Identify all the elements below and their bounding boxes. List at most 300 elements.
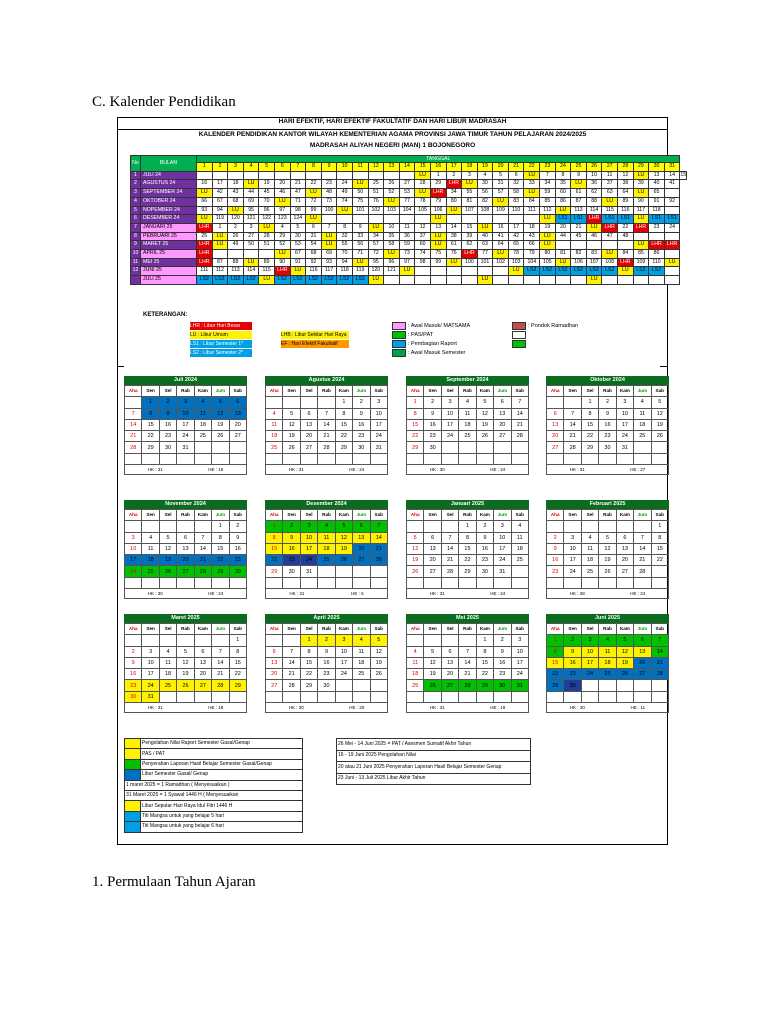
day-cell: 7 <box>125 408 142 419</box>
note-text: Pengolahan Nilai Raport Semester Gasal/Genap <box>141 739 303 749</box>
day-cell: 5 <box>599 532 616 543</box>
day-cell: 12 <box>476 408 493 419</box>
grid-cell: 98 <box>290 206 306 215</box>
grid-cell: 53 <box>290 241 306 250</box>
grid-month-name: DESEMBER 24 <box>141 215 197 224</box>
day-cell: 24 <box>177 431 194 442</box>
grid-cell: 117 <box>321 267 337 276</box>
weekday-label: Jum <box>494 624 511 635</box>
day-cell: 18 <box>318 543 335 554</box>
month-footer <box>546 465 669 475</box>
day-cell: 20 <box>424 555 441 566</box>
day-cell: 26 <box>159 566 176 577</box>
day-cell: 3 <box>300 521 317 532</box>
grid-cell: 107 <box>462 206 478 215</box>
note-row <box>125 790 303 800</box>
month-calendar <box>124 500 247 599</box>
day-cell: 6 <box>229 397 246 408</box>
day-cell: 1 <box>547 635 564 646</box>
day-cell <box>142 577 159 588</box>
grid-day-number: 26 <box>586 163 602 172</box>
day-cell <box>159 521 176 532</box>
grid-cell: 121 <box>243 215 259 224</box>
day-cell <box>634 521 651 532</box>
day-cell: 9 <box>599 408 616 419</box>
month-calendar <box>265 614 388 713</box>
day-cell: 12 <box>159 543 176 554</box>
grid-row <box>131 171 687 180</box>
legend-item <box>190 340 252 348</box>
day-cell <box>283 397 300 408</box>
day-cell: 14 <box>370 532 387 543</box>
grid-cell: 119 <box>352 267 368 276</box>
day-cell: 8 <box>266 532 283 543</box>
grid-cell: 25 <box>197 232 213 241</box>
day-cell <box>581 521 598 532</box>
day-cell: 16 <box>125 669 142 680</box>
day-cell: 2 <box>424 397 441 408</box>
day-cell <box>547 453 564 464</box>
day-cell: 9 <box>125 657 142 668</box>
day-cell <box>424 577 441 588</box>
day-cell: 19 <box>424 669 441 680</box>
day-cell <box>564 397 581 408</box>
grid-cell <box>197 171 213 180</box>
weekday-label: Aha <box>266 510 283 521</box>
day-cell: 21 <box>194 555 211 566</box>
day-cell: 20 <box>494 419 511 430</box>
day-cell: 30 <box>283 566 300 577</box>
day-cell: 27 <box>441 680 458 691</box>
grid-cell <box>524 215 540 224</box>
weekday-label: Sel <box>441 624 458 635</box>
day-cell: 27 <box>266 680 283 691</box>
day-cell <box>651 691 668 702</box>
weekday-label: Aha <box>407 624 424 635</box>
grid-cell: 56 <box>352 241 368 250</box>
grid-cell: LHR <box>633 223 649 232</box>
day-cell <box>424 635 441 646</box>
weekday-label: Sab <box>511 510 528 521</box>
day-cell <box>229 442 246 453</box>
day-cell: 27 <box>494 431 511 442</box>
day-cell: 2 <box>229 521 246 532</box>
day-cell <box>177 635 194 646</box>
day-cell <box>229 577 246 588</box>
day-cell: 25 <box>634 431 651 442</box>
day-cell: 16 <box>353 419 370 430</box>
grid-cell: LS1 <box>664 215 680 224</box>
legend-text: : Pondok Ramadhan <box>528 323 579 329</box>
day-cell: 20 <box>177 555 194 566</box>
note-text: 1 maret 2025 = 1 Ramadhan ( Menyesuaikan ) <box>125 780 303 790</box>
day-cell <box>441 691 458 702</box>
day-cell: 10 <box>616 408 633 419</box>
day-cell <box>335 680 352 691</box>
grid-cell: LHR <box>664 241 680 250</box>
day-cell <box>194 453 211 464</box>
note-row <box>125 739 303 749</box>
day-cell: 22 <box>651 555 668 566</box>
day-cell: 25 <box>318 555 335 566</box>
grid-cell: 91 <box>290 258 306 267</box>
day-cell: 28 <box>511 431 528 442</box>
day-cell <box>125 453 142 464</box>
day-cell: 12 <box>177 657 194 668</box>
grid-cell: 31 <box>306 232 322 241</box>
grid-day-number: 27 <box>602 163 618 172</box>
day-cell: 23 <box>494 669 511 680</box>
day-cell: 14 <box>283 657 300 668</box>
day-cell: 14 <box>511 408 528 419</box>
note-text: Libur Semester Gasal/ Genap <box>141 770 303 780</box>
note-text: 23 Juni - 13 Juli 2025 Libur Akhir Tahun <box>337 773 531 785</box>
grid-cell: LU <box>384 250 400 259</box>
day-cell: 15 <box>229 657 246 668</box>
day-cell: 23 <box>283 555 300 566</box>
grid-cell: 70 <box>337 250 353 259</box>
grid-cell: 68 <box>228 197 244 206</box>
day-cell: 8 <box>407 408 424 419</box>
grid-cell: 46 <box>274 189 290 198</box>
grid-cell: 115 <box>259 267 275 276</box>
grid-cell: 85 <box>540 197 556 206</box>
weekday-label: Sab <box>511 624 528 635</box>
grid-cell: 52 <box>384 189 400 198</box>
grid-cell: 66 <box>197 197 213 206</box>
day-cell: 4 <box>581 532 598 543</box>
weekday-label: Sab <box>511 386 528 397</box>
day-cell: 24 <box>581 669 598 680</box>
month-title: Februari 2025 <box>546 500 669 509</box>
grid-cell: 4 <box>274 223 290 232</box>
month-footer <box>406 465 529 475</box>
grid-month-name: AGUSTUS 24 <box>141 180 197 189</box>
grid-cell: 47 <box>290 189 306 198</box>
day-cell <box>547 397 564 408</box>
grid-cell: LU <box>555 258 571 267</box>
grid-row-number: 10 <box>131 250 141 259</box>
note-row <box>125 780 303 790</box>
grid-cell: 74 <box>337 197 353 206</box>
day-cell: 12 <box>424 657 441 668</box>
day-cell: 11 <box>511 532 528 543</box>
day-cell <box>407 521 424 532</box>
day-cell: 11 <box>581 543 598 554</box>
day-cell: 23 <box>353 431 370 442</box>
day-cell <box>159 635 176 646</box>
grid-cell: 54 <box>306 241 322 250</box>
grid-cell: 57 <box>368 241 384 250</box>
day-cell: 8 <box>476 646 493 657</box>
note-swatch <box>125 822 141 832</box>
day-cell: 23 <box>125 680 142 691</box>
weekday-label: Sel <box>159 386 176 397</box>
grid-cell: 98 <box>415 258 431 267</box>
day-cell: 19 <box>370 657 387 668</box>
day-cell <box>476 577 493 588</box>
grid-day-number: 28 <box>618 163 634 172</box>
school-name: MADRASAH ALIYAH NEGERI (MAN) 1 BOJONEGORO <box>309 142 476 149</box>
month-footer <box>546 703 669 713</box>
month-title: Maret 2025 <box>124 614 247 623</box>
grid-cell: 73 <box>399 250 415 259</box>
legend-text: : Libur Sekitar Hari Raya <box>292 332 347 338</box>
grid-cell: 18 <box>524 223 540 232</box>
legend-swatch <box>392 331 406 339</box>
day-cell: 29 <box>581 442 598 453</box>
day-cell: 30 <box>476 566 493 577</box>
day-cell <box>407 691 424 702</box>
grid-cell <box>352 215 368 224</box>
grid-cell: 104 <box>524 258 540 267</box>
day-cell: 15 <box>581 419 598 430</box>
day-cell: 2 <box>125 646 142 657</box>
day-cell <box>494 442 511 453</box>
day-cell: 23 <box>476 555 493 566</box>
weekday-label: Rab <box>318 624 335 635</box>
day-cell: 14 <box>125 419 142 430</box>
day-cell: 4 <box>353 635 370 646</box>
grid-row <box>131 215 687 224</box>
grid-cell: LS2 <box>306 276 322 285</box>
day-cell: 9 <box>476 532 493 543</box>
legend-code: LU <box>190 332 198 338</box>
day-cell: 1 <box>459 521 476 532</box>
grid-cell: 100 <box>321 206 337 215</box>
day-cell <box>194 442 211 453</box>
weekday-label: Sen <box>283 510 300 521</box>
legend-item <box>281 340 349 348</box>
day-cell: 24 <box>142 680 159 691</box>
weekday-label: Jum <box>634 510 651 521</box>
day-cell: 25 <box>407 680 424 691</box>
day-cell <box>616 521 633 532</box>
day-cell: 1 <box>266 521 283 532</box>
grid-row <box>131 206 687 215</box>
grid-row <box>131 258 687 267</box>
month-he: HE : 15 <box>208 467 224 473</box>
grid-cell: 69 <box>321 250 337 259</box>
day-cell: 9 <box>424 408 441 419</box>
day-cell: 7 <box>459 646 476 657</box>
grid-cell: 34 <box>540 180 556 189</box>
grid-cell <box>649 276 665 285</box>
month-footer <box>124 465 247 475</box>
day-cell <box>424 691 441 702</box>
grid-month-header: BULAN <box>141 156 197 172</box>
grid-cell: 112 <box>212 267 228 276</box>
day-cell: 8 <box>459 532 476 543</box>
day-cell: 17 <box>494 543 511 554</box>
day-cell: 25 <box>159 680 176 691</box>
grid-cell: 88 <box>228 258 244 267</box>
day-cell: 26 <box>335 555 352 566</box>
month-title: Juni 2025 <box>546 614 669 623</box>
grid-cell: 95 <box>368 258 384 267</box>
grid-cell <box>555 276 571 285</box>
legend-text: : PAS/PAT <box>408 332 434 338</box>
day-cell: 22 <box>581 431 598 442</box>
day-cell: 20 <box>229 419 246 430</box>
grid-cell: 12 <box>415 223 431 232</box>
day-cell <box>511 566 528 577</box>
grid-cell: 75 <box>430 250 446 259</box>
day-cell: 21 <box>318 431 335 442</box>
day-cell: 24 <box>511 669 528 680</box>
day-cell: 9 <box>229 532 246 543</box>
grid-month-name: APRIL 25 <box>141 250 197 259</box>
day-cell: 18 <box>599 657 616 668</box>
day-cell: 15 <box>266 543 283 554</box>
day-cell: 31 <box>142 691 159 702</box>
day-cell: 9 <box>547 543 564 554</box>
grid-cell: 87 <box>571 197 587 206</box>
grid-cell: LS2 <box>243 276 259 285</box>
month-calendar <box>124 376 247 475</box>
day-cell <box>459 453 476 464</box>
day-cell: 15 <box>212 543 229 554</box>
grid-cell: 63 <box>602 189 618 198</box>
day-cell: 29 <box>142 442 159 453</box>
day-cell <box>441 442 458 453</box>
day-cell <box>212 442 229 453</box>
grid-cell: 62 <box>586 189 602 198</box>
day-cell: 30 <box>318 680 335 691</box>
grid-cell: LU <box>602 197 618 206</box>
day-cell: 25 <box>581 566 598 577</box>
grid-cell: 6 <box>508 171 524 180</box>
grid-cell: 61 <box>446 241 462 250</box>
weekday-label: Sab <box>370 386 387 397</box>
grid-row-number: 3 <box>131 189 141 198</box>
day-cell: 26 <box>616 669 633 680</box>
weekday-label: Rab <box>177 624 194 635</box>
weekday-label: Rab <box>599 624 616 635</box>
grid-cell: LHR <box>197 250 213 259</box>
day-cell <box>142 453 159 464</box>
weekday-label: Sen <box>424 386 441 397</box>
day-cell <box>266 635 283 646</box>
day-cell: 4 <box>159 646 176 657</box>
day-cell: 27 <box>229 431 246 442</box>
grid-cell: 2 <box>228 223 244 232</box>
legend-code: LHB <box>281 332 293 338</box>
grid-cell <box>384 276 400 285</box>
grid-cell <box>633 276 649 285</box>
grid-cell: 101 <box>352 206 368 215</box>
day-cell: 30 <box>159 442 176 453</box>
day-cell: 3 <box>370 397 387 408</box>
legend-swatch <box>392 349 406 357</box>
weekday-label: Aha <box>125 624 142 635</box>
grid-cell: LU <box>212 232 228 241</box>
grid-cell: LHR <box>602 223 618 232</box>
grid-cell: 75 <box>352 197 368 206</box>
grid-cell: LU <box>243 258 259 267</box>
grid-cell: LU <box>524 171 540 180</box>
day-cell: 21 <box>459 669 476 680</box>
grid-cell <box>306 171 322 180</box>
month-calendar <box>265 376 388 475</box>
grid-cell: 79 <box>430 197 446 206</box>
day-cell: 4 <box>266 408 283 419</box>
day-cell <box>547 691 564 702</box>
day-cell <box>335 566 352 577</box>
day-cell: 24 <box>370 431 387 442</box>
day-cell: 19 <box>212 419 229 430</box>
grid-row <box>131 180 687 189</box>
grid-cell: 102 <box>493 258 509 267</box>
day-cell: 13 <box>547 419 564 430</box>
grid-cell: LU <box>493 197 509 206</box>
grid-cell: LU <box>586 276 602 285</box>
grid-cell: 72 <box>368 250 384 259</box>
grid-cell: LS2 <box>633 267 649 276</box>
day-cell: 11 <box>353 646 370 657</box>
grid-cell: LS1 <box>618 215 634 224</box>
weekday-label: Aha <box>125 510 142 521</box>
day-cell: 10 <box>142 657 159 668</box>
weekday-label: Kam <box>335 624 352 635</box>
day-cell: 8 <box>212 532 229 543</box>
day-cell: 11 <box>159 657 176 668</box>
grid-cell: 34 <box>446 189 462 198</box>
grid-cell <box>508 276 524 285</box>
grid-cell <box>415 267 431 276</box>
grid-cell: 15 <box>680 171 687 180</box>
day-cell <box>318 577 335 588</box>
grid-cell <box>337 215 353 224</box>
grid-cell: LU <box>633 215 649 224</box>
grid-cell: LS2 <box>649 267 665 276</box>
grid-cell: 9 <box>352 223 368 232</box>
day-cell: 26 <box>424 680 441 691</box>
grid-cell: 67 <box>290 250 306 259</box>
day-cell <box>194 521 211 532</box>
grid-day-number: 1 <box>197 163 213 172</box>
title-divider <box>118 129 667 130</box>
legend-text: : Libur Semester 1* <box>200 341 244 347</box>
day-cell <box>353 566 370 577</box>
day-cell: 26 <box>651 431 668 442</box>
grid-cell: 114 <box>243 267 259 276</box>
legend-swatch <box>512 331 526 339</box>
grid-cell <box>477 267 493 276</box>
day-cell: 22 <box>266 555 283 566</box>
day-cell: 22 <box>212 555 229 566</box>
legend-text: : Hari Efektif Fakultatif <box>288 341 338 347</box>
weekday-label: Rab <box>177 510 194 521</box>
day-cell: 30 <box>229 566 246 577</box>
day-cell: 18 <box>407 669 424 680</box>
day-cell: 26 <box>177 680 194 691</box>
grid-cell: 96 <box>384 258 400 267</box>
grid-cell: LU <box>399 267 415 276</box>
weekday-label: Kam <box>616 510 633 521</box>
day-cell: 27 <box>634 669 651 680</box>
month-he: HE : 24 <box>349 467 365 473</box>
grid-cell: 60 <box>415 241 431 250</box>
day-cell: 10 <box>300 532 317 543</box>
day-cell: 31 <box>177 442 194 453</box>
grid-cell <box>368 171 384 180</box>
grid-cell <box>462 267 478 276</box>
day-cell <box>335 691 352 702</box>
grid-month-name: JANUARI 25 <box>141 223 197 232</box>
day-cell: 15 <box>459 543 476 554</box>
grid-cell: LU <box>321 241 337 250</box>
